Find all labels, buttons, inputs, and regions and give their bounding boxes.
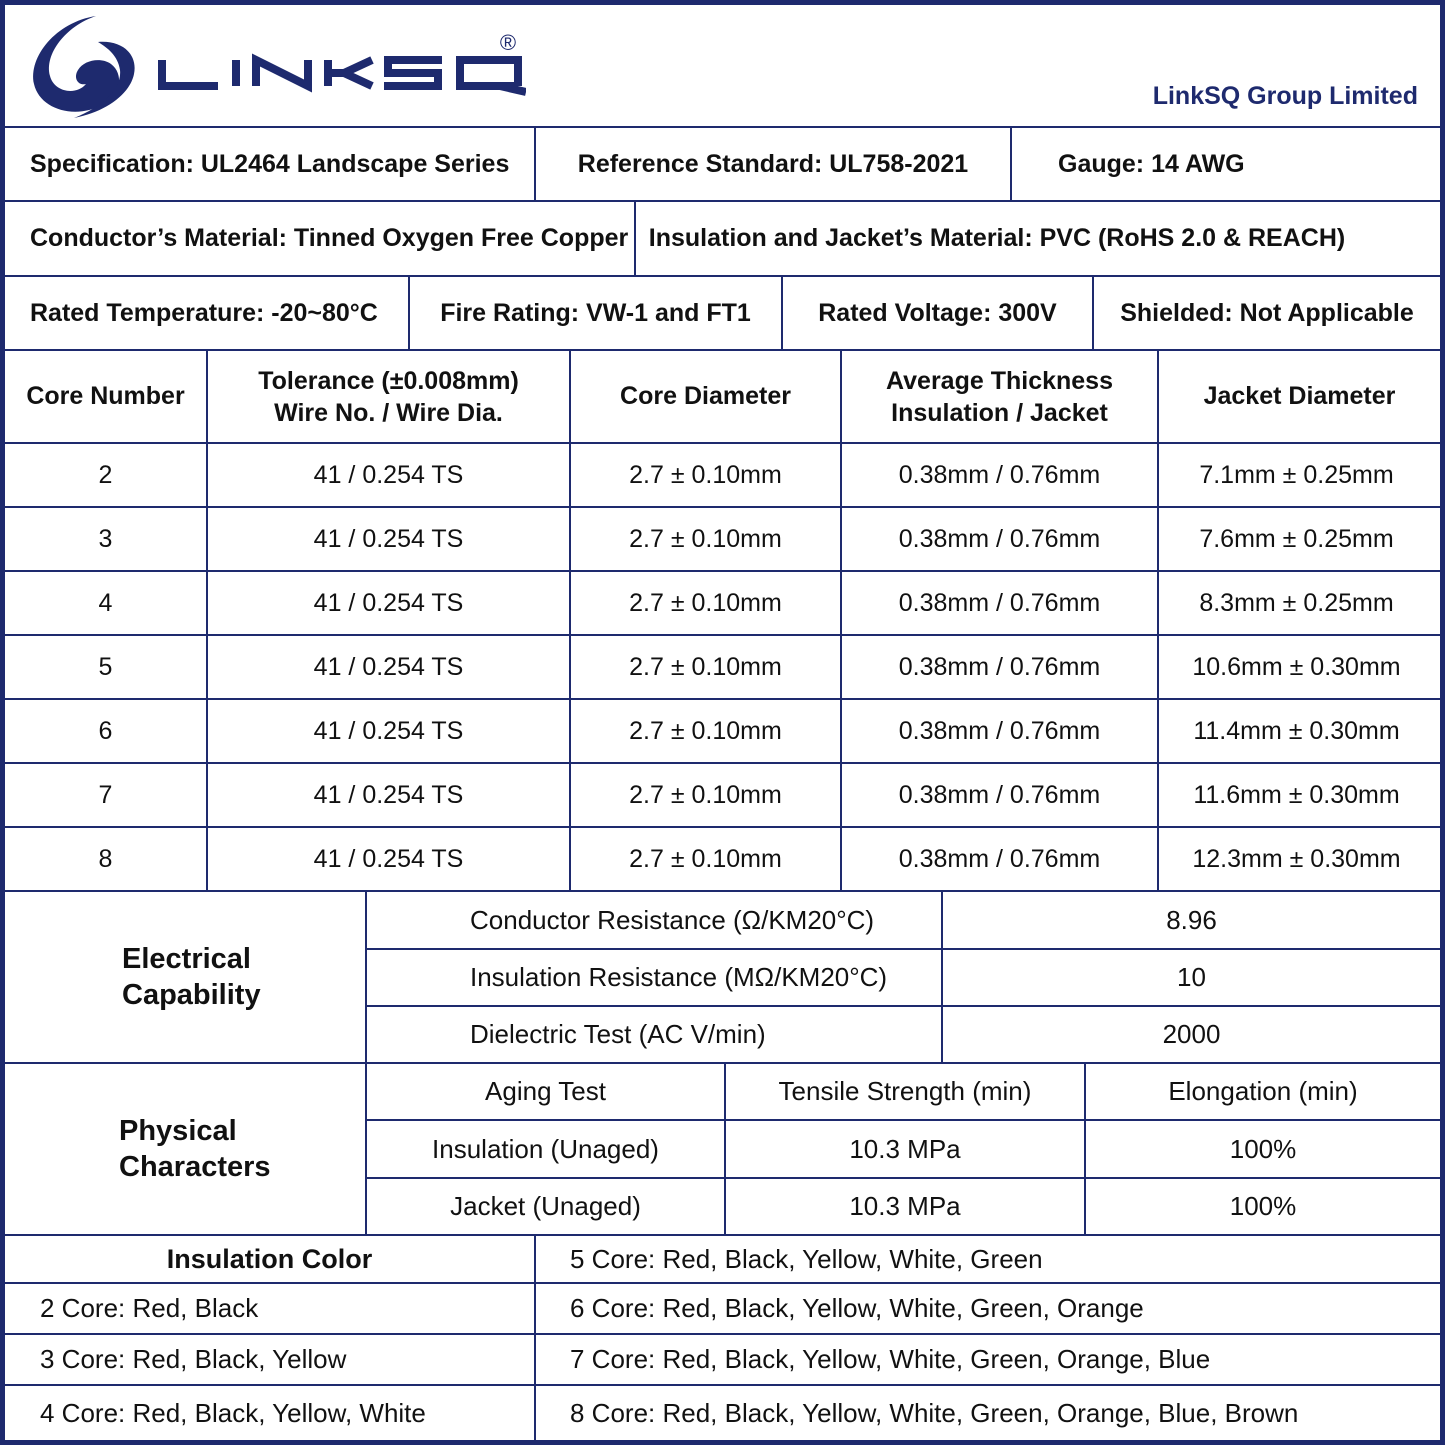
linksq-logo-mark	[26, 12, 526, 122]
cell-wire: 41 / 0.254 TS	[313, 524, 464, 553]
physical-title	[119, 1064, 365, 1234]
rated-temperature: Rated Temperature: -20~80°C	[30, 298, 378, 327]
reference-standard: Reference Standard: UL758-2021	[577, 149, 969, 178]
shielded: Shielded: Not Applicable	[1120, 298, 1414, 327]
cell-core-diameter: 2.7 ± 0.10mm	[629, 780, 782, 809]
cell-core: 5	[98, 652, 113, 681]
header-tolerance	[208, 351, 569, 442]
cell-core: 4	[98, 588, 113, 617]
insulation-color-title: Insulation Color	[166, 1243, 373, 1274]
linksq-logo	[26, 12, 526, 122]
cell-wire: 41 / 0.254 TS	[313, 588, 464, 617]
header-core-number: Core Number	[26, 382, 185, 410]
cell-jacket: 7.6mm ± 0.25mm	[1199, 524, 1394, 553]
physical-elongation: 100%	[1229, 1191, 1297, 1221]
fire-rating: Fire Rating: VW-1 and FT1	[440, 298, 751, 327]
cell-jacket: 8.3mm ± 0.25mm	[1199, 588, 1394, 617]
header-thickness-line2: Insulation / Jacket	[891, 398, 1108, 427]
cell-wire: 41 / 0.254 TS	[313, 460, 464, 489]
header-thickness-line1: Average Thickness	[886, 366, 1113, 395]
color-item: 3 Core: Red, Black, Yellow	[40, 1344, 347, 1374]
electrical-value: 10	[1177, 962, 1206, 992]
physical-test: Insulation (Unaged)	[432, 1133, 659, 1164]
color-item: 8 Core: Red, Black, Yellow, White, Green, Orange, Blue, Brown	[570, 1397, 1299, 1428]
cell-thickness: 0.38mm / 0.76mm	[898, 844, 1101, 873]
cell-jacket: 12.3mm ± 0.30mm	[1192, 844, 1401, 873]
cell-core-diameter: 2.7 ± 0.10mm	[629, 524, 782, 553]
color-item: 5 Core: Red, Black, Yellow, White, Green	[570, 1243, 1043, 1274]
cell-core: 8	[98, 844, 113, 873]
cell-core-diameter: 2.7 ± 0.10mm	[629, 844, 782, 873]
physical-header-elongation: Elongation (min)	[1168, 1076, 1358, 1106]
cell-wire: 41 / 0.254 TS	[313, 652, 464, 681]
cell-core: 2	[98, 460, 113, 489]
insulation-material: Insulation and Jacket’s Material: PVC (RoHS 2.0 & REACH)	[648, 224, 1346, 252]
physical-header-test: Aging Test	[485, 1076, 606, 1106]
color-item: 6 Core: Red, Black, Yellow, White, Green, Orange	[570, 1293, 1144, 1323]
conductor-material: Conductor’s Material: Tinned Oxygen Free Copper	[30, 224, 629, 252]
header-tolerance-line2: Wire No. / Wire Dia.	[274, 398, 503, 427]
electrical-title-line1: Electrical	[122, 943, 251, 975]
cell-thickness: 0.38mm / 0.76mm	[898, 460, 1101, 489]
cell-wire: 41 / 0.254 TS	[313, 844, 464, 873]
cell-core-diameter: 2.7 ± 0.10mm	[629, 652, 782, 681]
physical-title-line1: Physical	[119, 1115, 237, 1147]
electrical-value: 8.96	[1166, 905, 1217, 935]
electrical-label: Conductor Resistance (Ω/KM20°C)	[470, 905, 875, 935]
company-name: LinkSQ Group Limited	[1152, 81, 1418, 110]
electrical-label: Dielectric Test (AC V/min)	[470, 1019, 766, 1049]
physical-tensile: 10.3 MPa	[849, 1133, 961, 1164]
color-item: 7 Core: Red, Black, Yellow, White, Green, Orange, Blue	[570, 1344, 1211, 1374]
cell-thickness: 0.38mm / 0.76mm	[898, 588, 1101, 617]
color-item: 4 Core: Red, Black, Yellow, White	[40, 1397, 426, 1428]
cell-core-diameter: 2.7 ± 0.10mm	[629, 588, 782, 617]
electrical-value: 2000	[1162, 1019, 1221, 1049]
electrical-title	[122, 892, 365, 1062]
cell-thickness: 0.38mm / 0.76mm	[898, 524, 1101, 553]
rated-voltage: Rated Voltage: 300V	[818, 298, 1057, 327]
divider	[534, 1235, 536, 1440]
cell-jacket: 11.4mm ± 0.30mm	[1193, 716, 1400, 745]
physical-elongation: 100%	[1229, 1133, 1297, 1164]
physical-tensile: 10.3 MPa	[849, 1191, 961, 1221]
cell-wire: 41 / 0.254 TS	[313, 716, 464, 745]
cell-core: 6	[98, 716, 113, 745]
specification: Specification: UL2464 Landscape Series	[30, 149, 510, 178]
physical-test: Jacket (Unaged)	[450, 1191, 641, 1221]
electrical-title-line2: Capability	[122, 979, 261, 1011]
header-jacket-diameter: Jacket Diameter	[1203, 382, 1396, 410]
cell-jacket: 7.1mm ± 0.25mm	[1199, 460, 1394, 489]
electrical-label: Insulation Resistance (MΩ/KM20°C)	[470, 962, 888, 992]
cell-thickness: 0.38mm / 0.76mm	[898, 716, 1101, 745]
cell-core-diameter: 2.7 ± 0.10mm	[629, 716, 782, 745]
physical-title-line2: Characters	[119, 1151, 271, 1183]
header-core-diameter: Core Diameter	[620, 382, 791, 410]
cell-wire: 41 / 0.254 TS	[313, 780, 464, 809]
cell-core-diameter: 2.7 ± 0.10mm	[629, 460, 782, 489]
cell-core: 3	[98, 524, 113, 553]
cell-thickness: 0.38mm / 0.76mm	[898, 780, 1101, 809]
cell-core: 7	[98, 780, 113, 809]
cell-thickness: 0.38mm / 0.76mm	[898, 652, 1101, 681]
registered-mark: ®	[499, 30, 517, 55]
cell-jacket: 11.6mm ± 0.30mm	[1193, 780, 1400, 809]
header-tolerance-line1: Tolerance (±0.008mm)	[258, 366, 519, 395]
color-item: 2 Core: Red, Black	[40, 1293, 259, 1323]
cell-jacket: 10.6mm ± 0.30mm	[1192, 652, 1401, 681]
gauge: Gauge: 14 AWG	[1058, 149, 1245, 178]
header-thickness	[842, 351, 1157, 442]
physical-header-tensile: Tensile Strength (min)	[778, 1076, 1032, 1106]
divider	[1010, 127, 1012, 201]
